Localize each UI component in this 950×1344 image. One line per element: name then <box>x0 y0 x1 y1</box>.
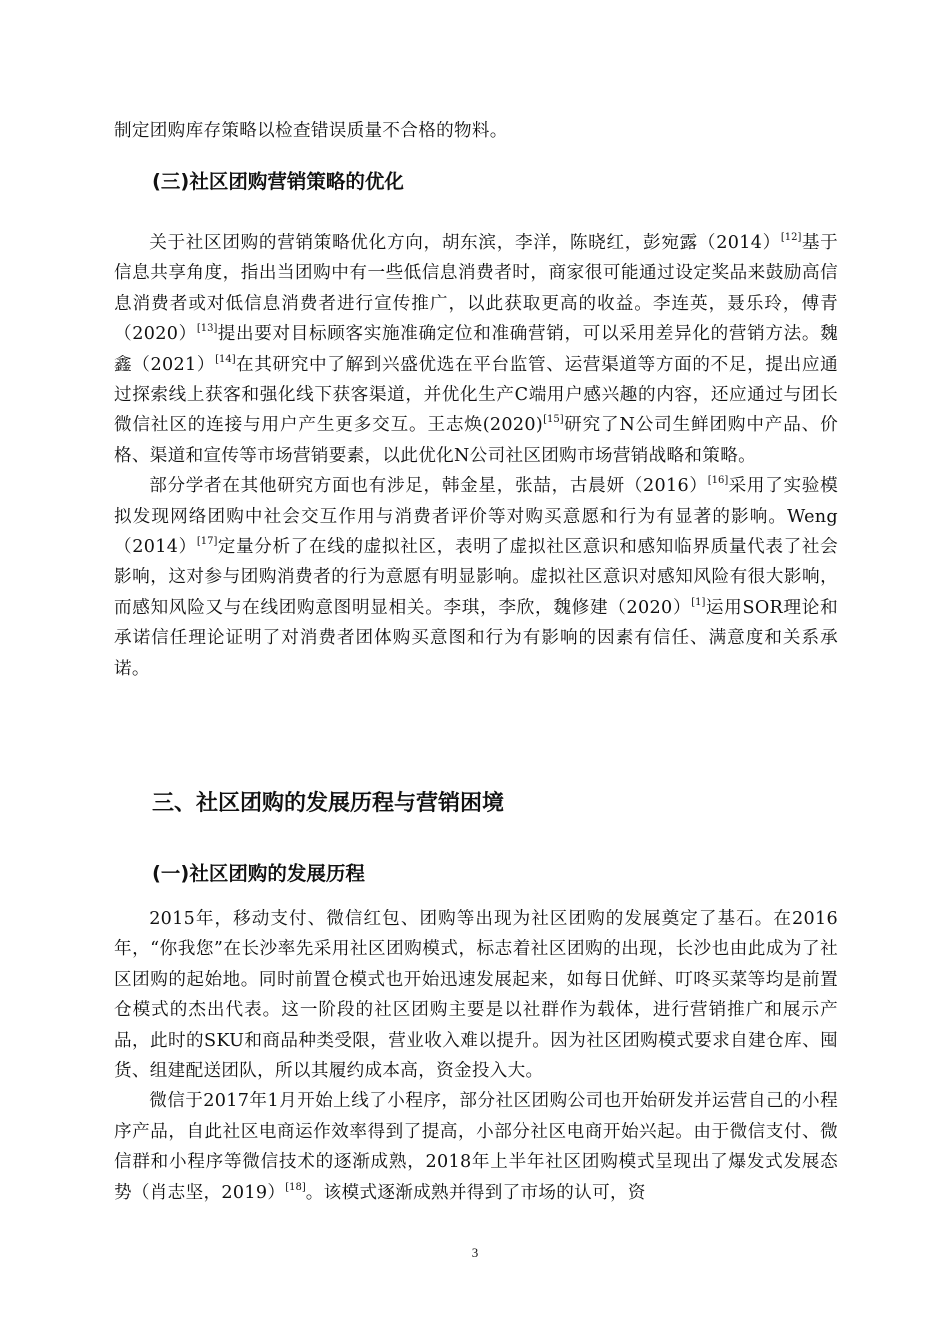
paragraph-text: 微信于2017年1月开始上线了小程序，部分社区团购公司也开始研发并运营自己的小程序产品，自此社区电商运作效率得到了提高，小部分社区电商开始兴起。由于微信支付、微信群和小程序等微信技术的逐渐成熟，2018年上半年社区团购模式呈现出了爆发式发展态势（肖志坚，2019） <box>114 1091 838 1203</box>
paragraph-history-2015 <box>114 904 838 1086</box>
paragraph-text: 采用了实验模拟发现网络团购中社会交互作用与消费者评价等对购买意愿和行为有显著的影响。Weng（2014） <box>114 476 838 558</box>
citation-marker: [18] <box>285 1181 306 1193</box>
citation-marker: [13] <box>196 323 218 335</box>
paragraph-text: 2015年，移动支付、微信红包、团购等出现为社区团购的发展奠定了基石。在2016年，“你我您”在长沙率先采用社区团购模式，标志着社区团购的出现，长沙也由此成为了社区团购的起始地。同时前置仓模式也开始迅速发展起来，如每日优鲜、叮咚买菜等均是前置仓模式的杰出代表。这一阶段的社区团购主要是以社群作为载体，进行营销推广和展示产品，此时的SKU和商品种类受限，营业收入难以提升。因为社区团购模式要求自建仓库、囤货、组建配送团队，所以其履约成本高，资金投入大。 <box>114 909 838 1082</box>
citation-marker: [14] <box>215 353 236 365</box>
paragraph-text: 运用SOR理论和承诺信任理论证明了对消费者团体购买意图和行为有影响的因素有信任、满意度和关系承诺。 <box>114 597 839 679</box>
paragraph-text: 研究了N公司生鲜团购中产品、价格、渠道和宣传等市场营销要素，以此优化N公司社区团购市场营销战略和策略。 <box>114 415 838 466</box>
paragraph-text: 关于社区团购的营销策略优化方向，胡东滨，李洋，陈晓红，彭宛露（2014） <box>149 233 781 253</box>
section-heading-development-history: 三、社区团购的发展历程与营销困境 <box>152 791 505 816</box>
continuation-block <box>114 116 838 146</box>
literature-review-block <box>114 228 838 684</box>
paragraph-text: 制定团购库存策略以检查错误质量不合格的物料。 <box>114 121 508 141</box>
paragraph-continuation <box>114 116 838 146</box>
paragraph-marketing-optimization <box>114 228 838 471</box>
citation-marker: [12] <box>780 232 802 243</box>
paragraph-text: 。该模式逐渐成熟并得到了市场的认可，资 <box>305 1182 646 1203</box>
paragraph-text: 定量分析了在线的虚拟社区，表明了虚拟社区意识和感知临界质量代表了社会影响，这对参与团购消费者的行为意愿有明显影响。虚拟社区意识对感知风险有很大影响，而感知风险又与在线团购意图明显相关。李琪，李欣，魏修建（2020） <box>114 537 838 618</box>
paragraph-text: 基于信息共享角度，指出当团购中有一些低信息消费者时，商家很可能通过设定奖品来鼓励高信息消费者或对低信息消费者进行宣传推广，以此获取更高的收益。李连英，聂乐玲，傅青（2020） <box>114 233 839 345</box>
citation-marker: [15] <box>543 414 564 426</box>
history-block <box>114 904 838 1208</box>
subsection-heading-marketing-optimization: (三)社区团购营销策略的优化 <box>152 170 404 193</box>
citation-marker: [16] <box>707 475 729 487</box>
citation-marker: [1] <box>691 596 706 608</box>
subsection-heading-history: (一)社区团购的发展历程 <box>152 862 365 885</box>
paragraph-text: 提出要对目标顾客实施准确定位和准确营销，可以采用差异化的营销方法。魏鑫（2021） <box>114 324 838 375</box>
citation-marker: [17] <box>196 536 218 548</box>
page-number: 3 <box>471 1245 479 1260</box>
paragraph-other-research <box>114 471 838 684</box>
paragraph-text: 在其研究中了解到兴盛优选在平台监管、运营渠道等方面的不足，提出应通过探索线上获客和强化线下获客渠道，并优化生产C端用户感兴趣的内容，还应通过与团长微信社区的连接与用户产生更多交互。王志焕(2020) <box>114 354 839 436</box>
paragraph-history-2017 <box>114 1086 838 1208</box>
paragraph-text: 部分学者在其他研究方面也有涉足，韩金星，张喆，古晨妍（2016） <box>149 476 708 497</box>
